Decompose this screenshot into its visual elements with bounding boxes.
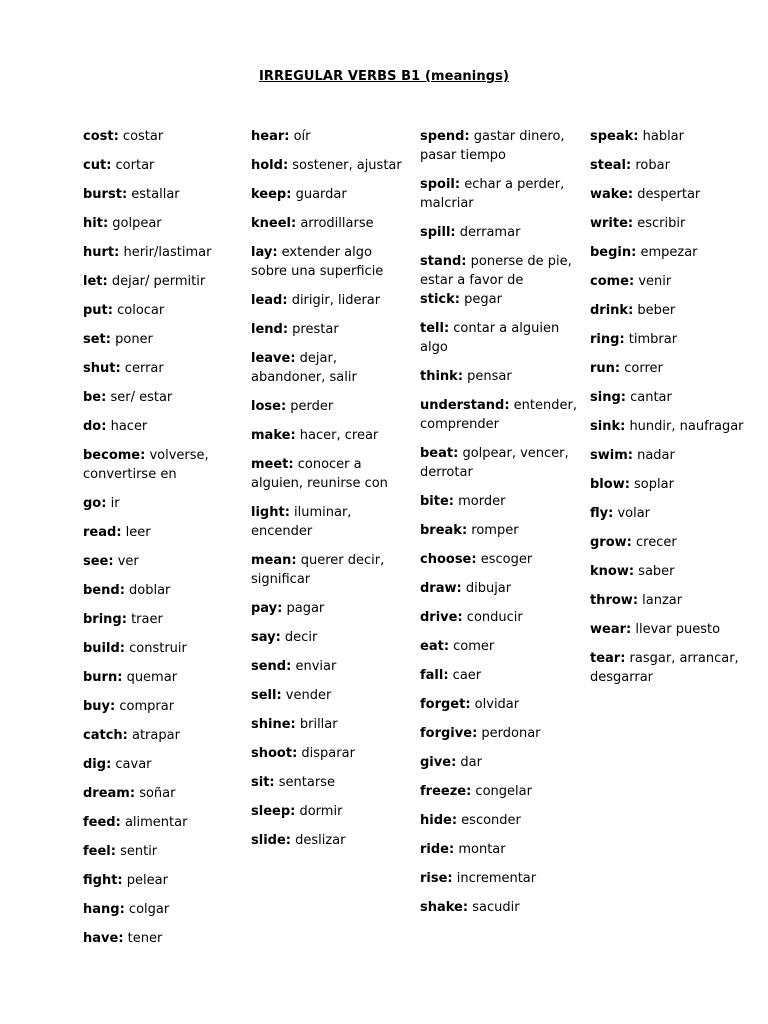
verb-entry: write: escribir — [590, 216, 686, 231]
verb-entry: set: poner — [83, 332, 153, 347]
verb-meaning: cantar — [625, 390, 672, 405]
verb-word: shut — [83, 361, 116, 376]
verb-word: read — [83, 525, 117, 540]
verb-word: burn — [83, 670, 118, 685]
verb-word: shoot — [251, 746, 293, 761]
verb-entry: lead: dirigir, liderar — [251, 293, 381, 308]
verb-word: make — [251, 428, 291, 443]
verb-entry: kneel: arrodillarse — [251, 216, 374, 231]
verb-meaning: prestar — [288, 322, 339, 337]
verb-meaning: derramar — [455, 225, 521, 240]
verb-word: hang — [83, 902, 120, 917]
verb-entry: hear: oír — [251, 129, 311, 144]
verb-entry: forget: olvidar — [420, 697, 520, 712]
verb-word: lend — [251, 322, 283, 337]
verb-meaning: querer decir, significar — [251, 553, 385, 587]
verb-word: go — [83, 496, 102, 511]
verb-entry: fall: caer — [420, 668, 482, 683]
verb-word: sing — [590, 390, 621, 405]
verb-column-4 — [590, 127, 760, 697]
verb-word: catch — [83, 728, 123, 743]
verb-meaning: construir — [124, 641, 187, 656]
verb-meaning: comer — [449, 639, 495, 654]
verb-meaning: volverse, convertirse en — [83, 448, 209, 482]
verb-word: forgive — [420, 726, 473, 741]
verb-meaning: pelear — [122, 873, 168, 888]
verb-entry: put: colocar — [83, 303, 165, 318]
verb-meaning: herir/lastimar — [119, 245, 212, 260]
verb-word: wake — [590, 187, 628, 202]
verb-word: dream — [83, 786, 130, 801]
verb-word: leave — [251, 351, 291, 366]
verb-word: do — [83, 419, 102, 434]
verb-word: fight — [83, 873, 118, 888]
verb-entry: lend: prestar — [251, 322, 339, 337]
verb-meaning: incrementar — [452, 871, 537, 886]
verb-meaning: crecer — [631, 535, 677, 550]
verb-word: hear — [251, 129, 285, 144]
verb-entry: spend: gastar dinero, pasar tiempo — [420, 129, 565, 163]
verb-word: rise — [420, 871, 448, 886]
verb-entry: rise: incrementar — [420, 871, 537, 886]
verb-meaning: soñar — [135, 786, 176, 801]
verb-meaning: poner — [110, 332, 153, 347]
verb-column-1 — [83, 127, 243, 958]
verb-entry: make: hacer, crear — [251, 428, 379, 443]
verb-entry: burn: quemar — [83, 670, 178, 685]
verb-entry: do: hacer — [83, 419, 148, 434]
verb-meaning: iluminar, encender — [251, 505, 352, 539]
verb-word: blow — [590, 477, 625, 492]
verb-entry: fly: volar — [590, 506, 651, 521]
verb-meaning: vender — [281, 688, 332, 703]
verb-meaning: alimentar — [120, 815, 188, 830]
verb-word: sit — [251, 775, 270, 790]
verb-word: feed — [83, 815, 116, 830]
verb-meaning: romper — [467, 523, 519, 538]
verb-word: become — [83, 448, 141, 463]
verb-word: run — [590, 361, 615, 376]
verb-word: hide — [420, 813, 452, 828]
verb-entry: sit: sentarse — [251, 775, 335, 790]
verb-meaning: colocar — [112, 303, 165, 318]
verb-meaning: sentarse — [274, 775, 335, 790]
verb-meaning: contar a alguien algo — [420, 321, 560, 355]
verb-meaning: arrodillarse — [296, 216, 374, 231]
verb-meaning: perdonar — [477, 726, 541, 741]
verb-meaning: tener — [123, 931, 163, 946]
verb-entry: stand: ponerse de pie, estar a favor de — [420, 254, 572, 288]
verb-entry: slide: deslizar — [251, 833, 346, 848]
verb-entry: let: dejar/ permitir — [83, 274, 206, 289]
verb-word: hit — [83, 216, 103, 231]
verb-word: choose — [420, 552, 472, 567]
verb-meaning: dibujar — [461, 581, 512, 596]
verb-meaning: lanzar — [638, 593, 683, 608]
verb-entry: spoil: echar a perder, malcriar — [420, 177, 565, 211]
verb-meaning: beber — [633, 303, 676, 318]
verb-meaning: deslizar — [290, 833, 346, 848]
verb-meaning: cortar — [111, 158, 155, 173]
verb-word: shine — [251, 717, 291, 732]
verb-word: steal — [590, 158, 626, 173]
verb-entry: light: iluminar, encender — [251, 505, 352, 539]
verb-entry: tell: contar a alguien algo — [420, 321, 560, 355]
verb-entry: hit: golpear — [83, 216, 162, 231]
verb-entry: lose: perder — [251, 399, 334, 414]
verb-entry: wear: llevar puesto — [590, 622, 721, 637]
verb-word: tell — [420, 321, 444, 336]
verb-word: light — [251, 505, 285, 520]
verb-meaning: golpear — [108, 216, 162, 231]
verb-meaning: volar — [613, 506, 651, 521]
verb-meaning: hacer, crear — [295, 428, 379, 443]
verb-word: feel — [83, 844, 111, 859]
verb-meaning: olvidar — [470, 697, 520, 712]
verb-meaning: dirigir, liderar — [287, 293, 381, 308]
verb-entry: fight: pelear — [83, 873, 168, 888]
verb-entry: buy: comprar — [83, 699, 175, 714]
verb-meaning: enviar — [291, 659, 337, 674]
verb-entry: go: ir — [83, 496, 120, 511]
verb-meaning: dar — [456, 755, 482, 770]
verb-meaning: leer — [121, 525, 151, 540]
verb-word: put — [83, 303, 108, 318]
verb-word: cost — [83, 129, 114, 144]
verb-meaning: rasgar, arrancar, desgarrar — [590, 651, 739, 685]
verb-entry: keep: guardar — [251, 187, 347, 202]
verb-entry: tear: rasgar, arrancar, desgarrar — [590, 651, 739, 685]
verb-entry: understand: entender, comprender — [420, 398, 577, 432]
verb-word: say — [251, 630, 276, 645]
verb-entry: catch: atrapar — [83, 728, 180, 743]
verb-meaning: sostener, ajustar — [288, 158, 402, 173]
verb-entry: hurt: herir/lastimar — [83, 245, 212, 260]
verb-meaning: entender, comprender — [420, 398, 577, 432]
verb-word: build — [83, 641, 120, 656]
verb-meaning: correr — [620, 361, 663, 376]
verb-meaning: traer — [126, 612, 163, 627]
verb-meaning: perder — [286, 399, 334, 414]
verb-word: lay — [251, 245, 273, 260]
verb-meaning: costar — [118, 129, 164, 144]
verb-entry: meet: conocer a alguien, reunirse con — [251, 457, 388, 491]
verb-word: pay — [251, 601, 278, 616]
verb-meaning: sacudir — [468, 900, 520, 915]
verb-entry: leave: dejar, abandoner, salir — [251, 351, 357, 385]
verb-entry: feed: alimentar — [83, 815, 188, 830]
verb-meaning: morder — [454, 494, 506, 509]
verb-meaning: sentir — [115, 844, 158, 859]
verb-meaning: golpear, vencer, derrotar — [420, 446, 569, 480]
verb-meaning: atrapar — [127, 728, 180, 743]
verb-meaning: hundir, naufragar — [625, 419, 744, 434]
verb-meaning: hablar — [638, 129, 684, 144]
verb-word: bite — [420, 494, 449, 509]
verb-entry: draw: dibujar — [420, 581, 512, 596]
verb-word: hurt — [83, 245, 115, 260]
verb-entry: throw: lanzar — [590, 593, 683, 608]
verb-word: spend — [420, 129, 465, 144]
verb-word: break — [420, 523, 462, 538]
verb-word: fall — [420, 668, 444, 683]
verb-word: mean — [251, 553, 292, 568]
verb-entry: sink: hundir, naufragar — [590, 419, 744, 434]
verb-entry: burst: estallar — [83, 187, 180, 202]
verb-column-2 — [251, 127, 411, 860]
verb-entry: pay: pagar — [251, 601, 325, 616]
verb-entry: drive: conducir — [420, 610, 523, 625]
verb-word: set — [83, 332, 106, 347]
verb-entry: steal: robar — [590, 158, 670, 173]
verb-word: see — [83, 554, 109, 569]
verb-meaning: dejar/ permitir — [107, 274, 206, 289]
verb-word: write — [590, 216, 628, 231]
verb-word: draw — [420, 581, 457, 596]
verb-entry: spill: derramar — [420, 225, 521, 240]
verb-word: cut — [83, 158, 107, 173]
verb-meaning: soplar — [629, 477, 674, 492]
verb-word: kneel — [251, 216, 291, 231]
verb-word: stick — [420, 292, 455, 307]
verb-entry: blow: soplar — [590, 477, 674, 492]
verb-meaning: estallar — [127, 187, 180, 202]
verb-entry: feel: sentir — [83, 844, 158, 859]
verb-entry: wake: despertar — [590, 187, 701, 202]
verb-entry: hold: sostener, ajustar — [251, 158, 402, 173]
verb-word: ride — [420, 842, 449, 857]
verb-entry: hide: esconder — [420, 813, 521, 828]
verb-meaning: robar — [631, 158, 670, 173]
verb-entry: ride: montar — [420, 842, 506, 857]
verb-word: spill — [420, 225, 451, 240]
verb-entry: cut: cortar — [83, 158, 155, 173]
verb-entry: run: correr — [590, 361, 663, 376]
verb-entry: bring: traer — [83, 612, 163, 627]
verb-meaning: echar a perder, malcriar — [420, 177, 565, 211]
verb-entry: have: tener — [83, 931, 163, 946]
verb-word: bend — [83, 583, 120, 598]
verb-word: come — [590, 274, 629, 289]
verb-entry: lay: extender algo sobre una superficie — [251, 245, 384, 279]
verb-entry: become: volverse, convertirse en — [83, 448, 209, 482]
verb-entry: shoot: disparar — [251, 746, 355, 761]
verb-word: sell — [251, 688, 277, 703]
verb-meaning: decir — [280, 630, 318, 645]
verb-meaning: comprar — [115, 699, 175, 714]
verb-entry: cost: costar — [83, 129, 164, 144]
verb-entry: break: romper — [420, 523, 519, 538]
verb-meaning: doblar — [124, 583, 171, 598]
verb-word: spoil — [420, 177, 455, 192]
verb-word: begin — [590, 245, 632, 260]
verb-word: give — [420, 755, 452, 770]
verb-meaning: colgar — [124, 902, 170, 917]
verb-meaning: gastar dinero, pasar tiempo — [420, 129, 565, 163]
verb-meaning: escoger — [476, 552, 533, 567]
verb-word: burst — [83, 187, 122, 202]
verb-entry: dream: soñar — [83, 786, 176, 801]
verb-column-3 — [420, 127, 580, 927]
verb-word: bring — [83, 612, 122, 627]
verb-meaning: ser/ estar — [106, 390, 173, 405]
verb-word: let — [83, 274, 103, 289]
verb-meaning: despertar — [633, 187, 701, 202]
verb-word: fly — [590, 506, 609, 521]
verb-word: stand — [420, 254, 462, 269]
verb-meaning: oír — [289, 129, 311, 144]
verb-word: forget — [420, 697, 466, 712]
verb-entry: choose: escoger — [420, 552, 533, 567]
verb-word: know — [590, 564, 629, 579]
page-title: IRREGULAR VERBS B1 (meanings) — [258, 69, 509, 84]
verb-meaning: extender algo sobre una superficie — [251, 245, 384, 279]
verb-meaning: pensar — [463, 369, 512, 384]
verb-entry: grow: crecer — [590, 535, 677, 550]
verb-meaning: cerrar — [120, 361, 164, 376]
verb-entry: forgive: perdonar — [420, 726, 541, 741]
verb-entry: sell: vender — [251, 688, 332, 703]
verb-entry: send: enviar — [251, 659, 337, 674]
verb-meaning: pagar — [282, 601, 325, 616]
verb-word: grow — [590, 535, 627, 550]
verb-entry: ring: timbrar — [590, 332, 678, 347]
verb-word: understand — [420, 398, 505, 413]
verb-meaning: nadar — [632, 448, 675, 463]
verb-meaning: congelar — [471, 784, 532, 799]
verb-entry: know: saber — [590, 564, 675, 579]
verb-word: sink — [590, 419, 621, 434]
verb-word: lead — [251, 293, 283, 308]
verb-word: eat — [420, 639, 444, 654]
verb-meaning: ver — [113, 554, 139, 569]
verb-word: swim — [590, 448, 628, 463]
verb-word: beat — [420, 446, 454, 461]
verb-meaning: ponerse de pie, estar a favor de — [420, 254, 572, 288]
verb-word: freeze — [420, 784, 467, 799]
verb-word: tear — [590, 651, 621, 666]
verb-word: sleep — [251, 804, 291, 819]
verb-entry: freeze: congelar — [420, 784, 532, 799]
verb-meaning: venir — [634, 274, 672, 289]
verb-entry: eat: comer — [420, 639, 495, 654]
verb-entry: give: dar — [420, 755, 482, 770]
verb-word: have — [83, 931, 119, 946]
verb-word: keep — [251, 187, 287, 202]
verb-meaning: llevar puesto — [631, 622, 721, 637]
verb-entry: mean: querer decir, significar — [251, 553, 385, 587]
verb-word: buy — [83, 699, 111, 714]
verb-entry: drink: beber — [590, 303, 676, 318]
verb-word: throw — [590, 593, 633, 608]
verb-meaning: conocer a alguien, reunirse con — [251, 457, 388, 491]
verb-meaning: dejar, abandoner, salir — [251, 351, 357, 385]
verb-meaning: quemar — [122, 670, 178, 685]
verb-meaning: disparar — [297, 746, 355, 761]
verb-word: hold — [251, 158, 283, 173]
verb-meaning: esconder — [457, 813, 521, 828]
verb-meaning: pegar — [459, 292, 502, 307]
verb-meaning: empezar — [636, 245, 698, 260]
verb-word: slide — [251, 833, 286, 848]
verb-entry: swim: nadar — [590, 448, 675, 463]
verb-entry: read: leer — [83, 525, 151, 540]
verb-entry: shut: cerrar — [83, 361, 164, 376]
verb-meaning: escribir — [633, 216, 686, 231]
verb-word: be — [83, 390, 102, 405]
verb-meaning: cavar — [111, 757, 152, 772]
verb-meaning: saber — [634, 564, 675, 579]
verb-entry: dig: cavar — [83, 757, 152, 772]
verb-entry: bend: doblar — [83, 583, 171, 598]
verb-word: drive — [420, 610, 458, 625]
verb-word: send — [251, 659, 287, 674]
verb-entry: see: ver — [83, 554, 139, 569]
verb-entry: stick: pegar — [420, 292, 502, 307]
verb-word: meet — [251, 457, 289, 472]
verb-meaning: ir — [106, 496, 120, 511]
verb-word: speak — [590, 129, 634, 144]
verb-meaning: timbrar — [624, 332, 678, 347]
verb-entry: speak: hablar — [590, 129, 684, 144]
verb-entry: hang: colgar — [83, 902, 170, 917]
verb-entry: shine: brillar — [251, 717, 338, 732]
verb-entry: build: construir — [83, 641, 187, 656]
verb-word: shake — [420, 900, 463, 915]
verb-meaning: montar — [454, 842, 506, 857]
verb-word: drink — [590, 303, 629, 318]
verb-meaning: dormir — [295, 804, 343, 819]
verb-meaning: caer — [448, 668, 482, 683]
verb-meaning: brillar — [295, 717, 338, 732]
verb-entry: sing: cantar — [590, 390, 672, 405]
verb-meaning: guardar — [291, 187, 347, 202]
verb-word: wear — [590, 622, 627, 637]
verb-meaning: hacer — [106, 419, 148, 434]
verb-entry: say: decir — [251, 630, 318, 645]
verb-word: dig — [83, 757, 107, 772]
verb-entry: bite: morder — [420, 494, 506, 509]
verb-word: lose — [251, 399, 281, 414]
verb-word: ring — [590, 332, 620, 347]
verb-entry: come: venir — [590, 274, 672, 289]
verb-entry: begin: empezar — [590, 245, 698, 260]
verb-meaning: conducir — [462, 610, 523, 625]
verb-word: think — [420, 369, 458, 384]
verb-entry: shake: sacudir — [420, 900, 520, 915]
verb-entry: beat: golpear, vencer, derrotar — [420, 446, 569, 480]
verb-entry: sleep: dormir — [251, 804, 343, 819]
verb-entry: think: pensar — [420, 369, 512, 384]
verb-entry: be: ser/ estar — [83, 390, 173, 405]
